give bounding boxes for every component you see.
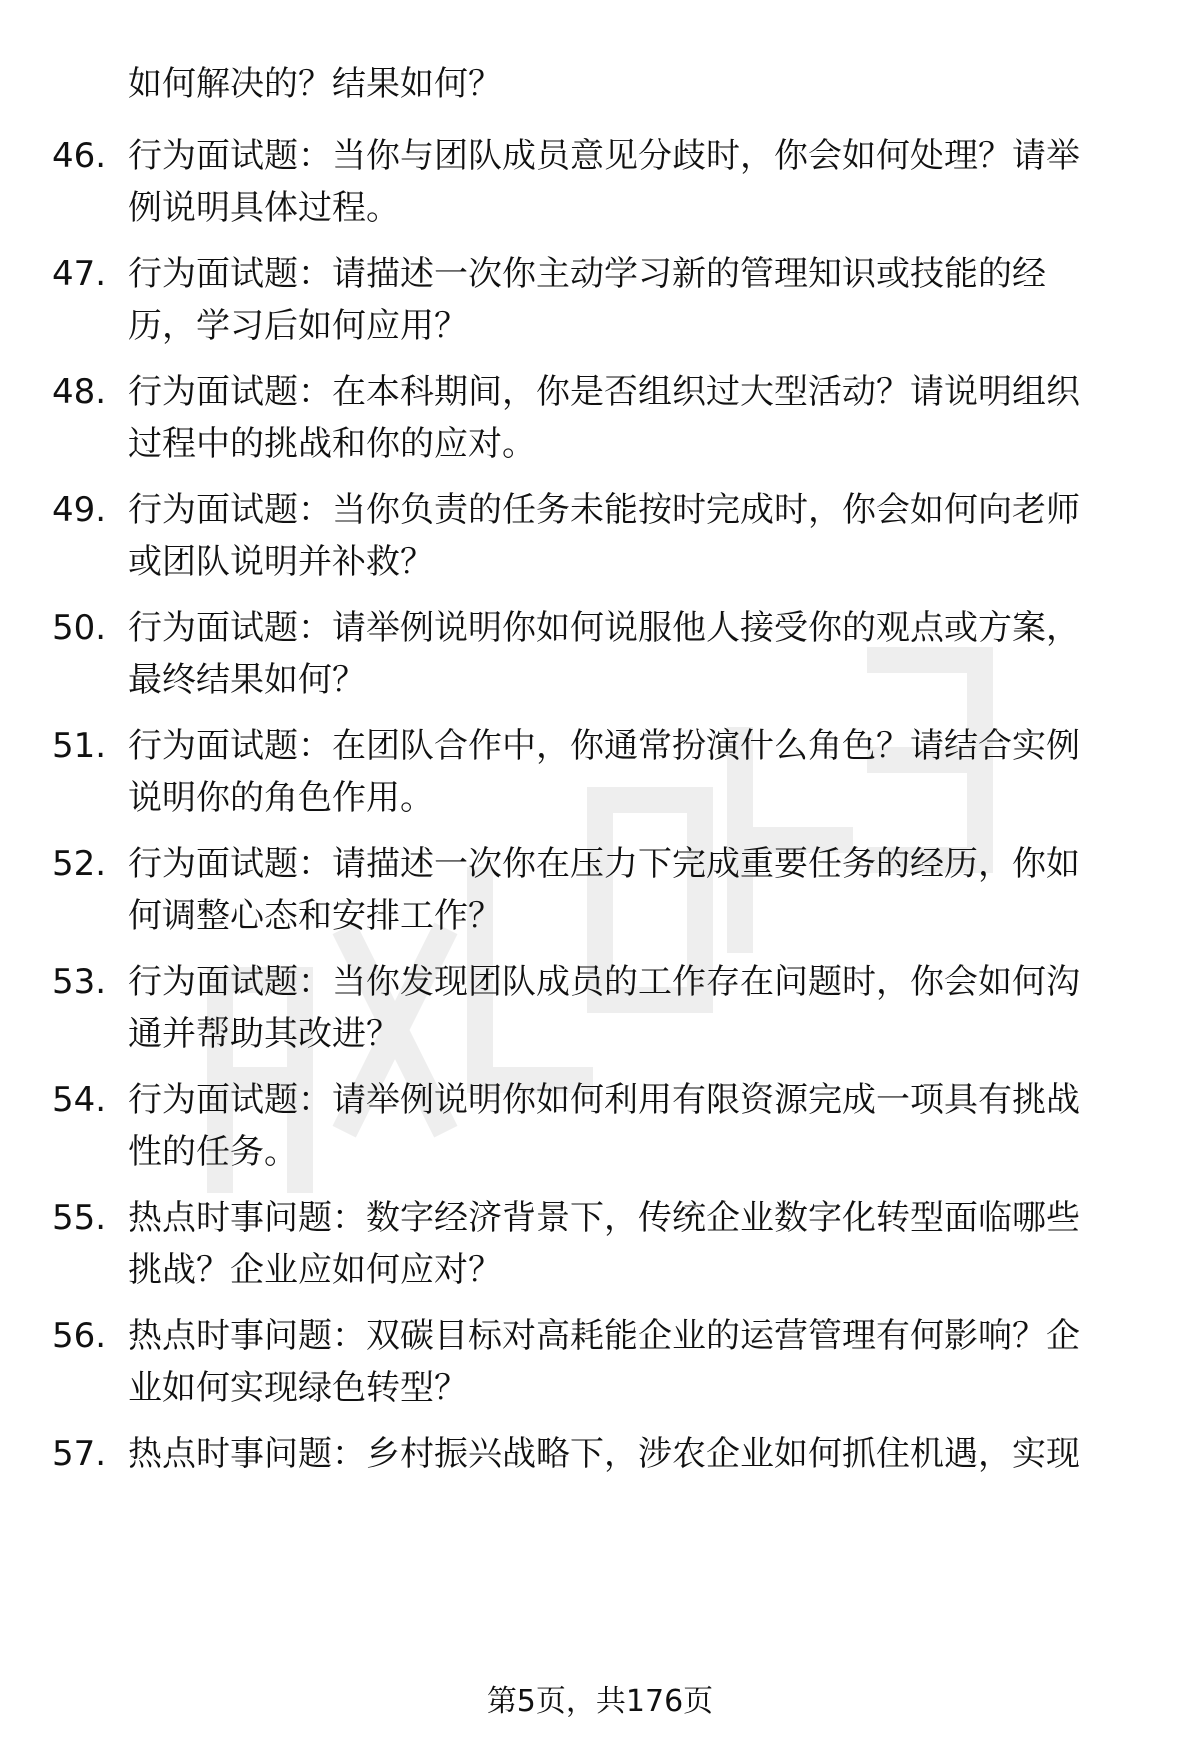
text-line: 行为面试题：请描述一次你主动学习新的管理知识或技能的经 <box>128 254 1046 294</box>
item-number: 55. <box>52 1198 107 1238</box>
item-text <box>128 838 1148 942</box>
item-number: 52. <box>52 844 107 884</box>
item-text <box>128 1192 1148 1296</box>
item-number: 49. <box>52 490 107 530</box>
text-line: 热点时事问题：双碳目标对高耗能企业的运营管理有何影响？企 <box>128 1316 1080 1356</box>
item-text <box>128 602 1148 706</box>
text-line: 行为面试题：在本科期间，你是否组织过大型活动？请说明组织 <box>128 372 1080 412</box>
item-text <box>128 1074 1148 1178</box>
text-line: 过程中的挑战和你的应对。 <box>128 424 536 464</box>
item-number: 46. <box>52 136 107 176</box>
text-line: 说明你的角色作用。 <box>128 778 434 818</box>
text-line: 业如何实现绿色转型？ <box>128 1368 468 1408</box>
continuation-text: 如何解决的？结果如何？ <box>128 64 502 104</box>
item-number: 53. <box>52 962 107 1002</box>
text-line: 历，学习后如何应用？ <box>128 306 468 346</box>
item-number: 56. <box>52 1316 107 1356</box>
text-line: 热点时事问题：乡村振兴战略下，涉农企业如何抓住机遇，实现 <box>128 1434 1080 1474</box>
text-line: 通并帮助其改进？ <box>128 1014 400 1054</box>
item-text <box>128 366 1148 470</box>
item-number: 50. <box>52 608 107 648</box>
item-text <box>128 130 1148 234</box>
text-line: 行为面试题：请举例说明你如何利用有限资源完成一项具有挑战 <box>128 1080 1080 1120</box>
item-number: 48. <box>52 372 107 412</box>
text-line: 行为面试题：当你发现团队成员的工作存在问题时，你会如何沟 <box>128 962 1080 1002</box>
text-line: 何调整心态和安排工作？ <box>128 896 502 936</box>
text-line: 例说明具体过程。 <box>128 188 400 228</box>
text-line: 性的任务。 <box>128 1132 298 1172</box>
item-number: 54. <box>52 1080 107 1120</box>
item-text <box>128 1310 1148 1414</box>
text-line: 行为面试题：请举例说明你如何说服他人接受你的观点或方案， <box>128 608 1080 648</box>
item-text <box>128 484 1148 588</box>
text-line: 热点时事问题：数字经济背景下，传统企业数字化转型面临哪些 <box>128 1198 1080 1238</box>
item-number: 47. <box>52 254 107 294</box>
item-text <box>128 1428 1148 1480</box>
page-footer: 第5页，共176页 <box>486 1684 714 1719</box>
text-line: 行为面试题：当你与团队成员意见分歧时，你会如何处理？请举 <box>128 136 1080 176</box>
text-line: 或团队说明并补救？ <box>128 542 434 582</box>
item-number: 51. <box>52 726 107 766</box>
text-line: 行为面试题：在团队合作中，你通常扮演什么角色？请结合实例 <box>128 726 1080 766</box>
item-text <box>128 248 1148 352</box>
item-text <box>128 956 1148 1060</box>
text-line: 最终结果如何？ <box>128 660 366 700</box>
text-line: 行为面试题：当你负责的任务未能按时完成时，你会如何向老师 <box>128 490 1080 530</box>
text-line: 行为面试题：请描述一次你在压力下完成重要任务的经历，你如 <box>128 844 1080 884</box>
item-text <box>128 720 1148 824</box>
item-number: 57. <box>52 1434 107 1474</box>
text-line: 挑战？企业应如何应对？ <box>128 1250 502 1290</box>
